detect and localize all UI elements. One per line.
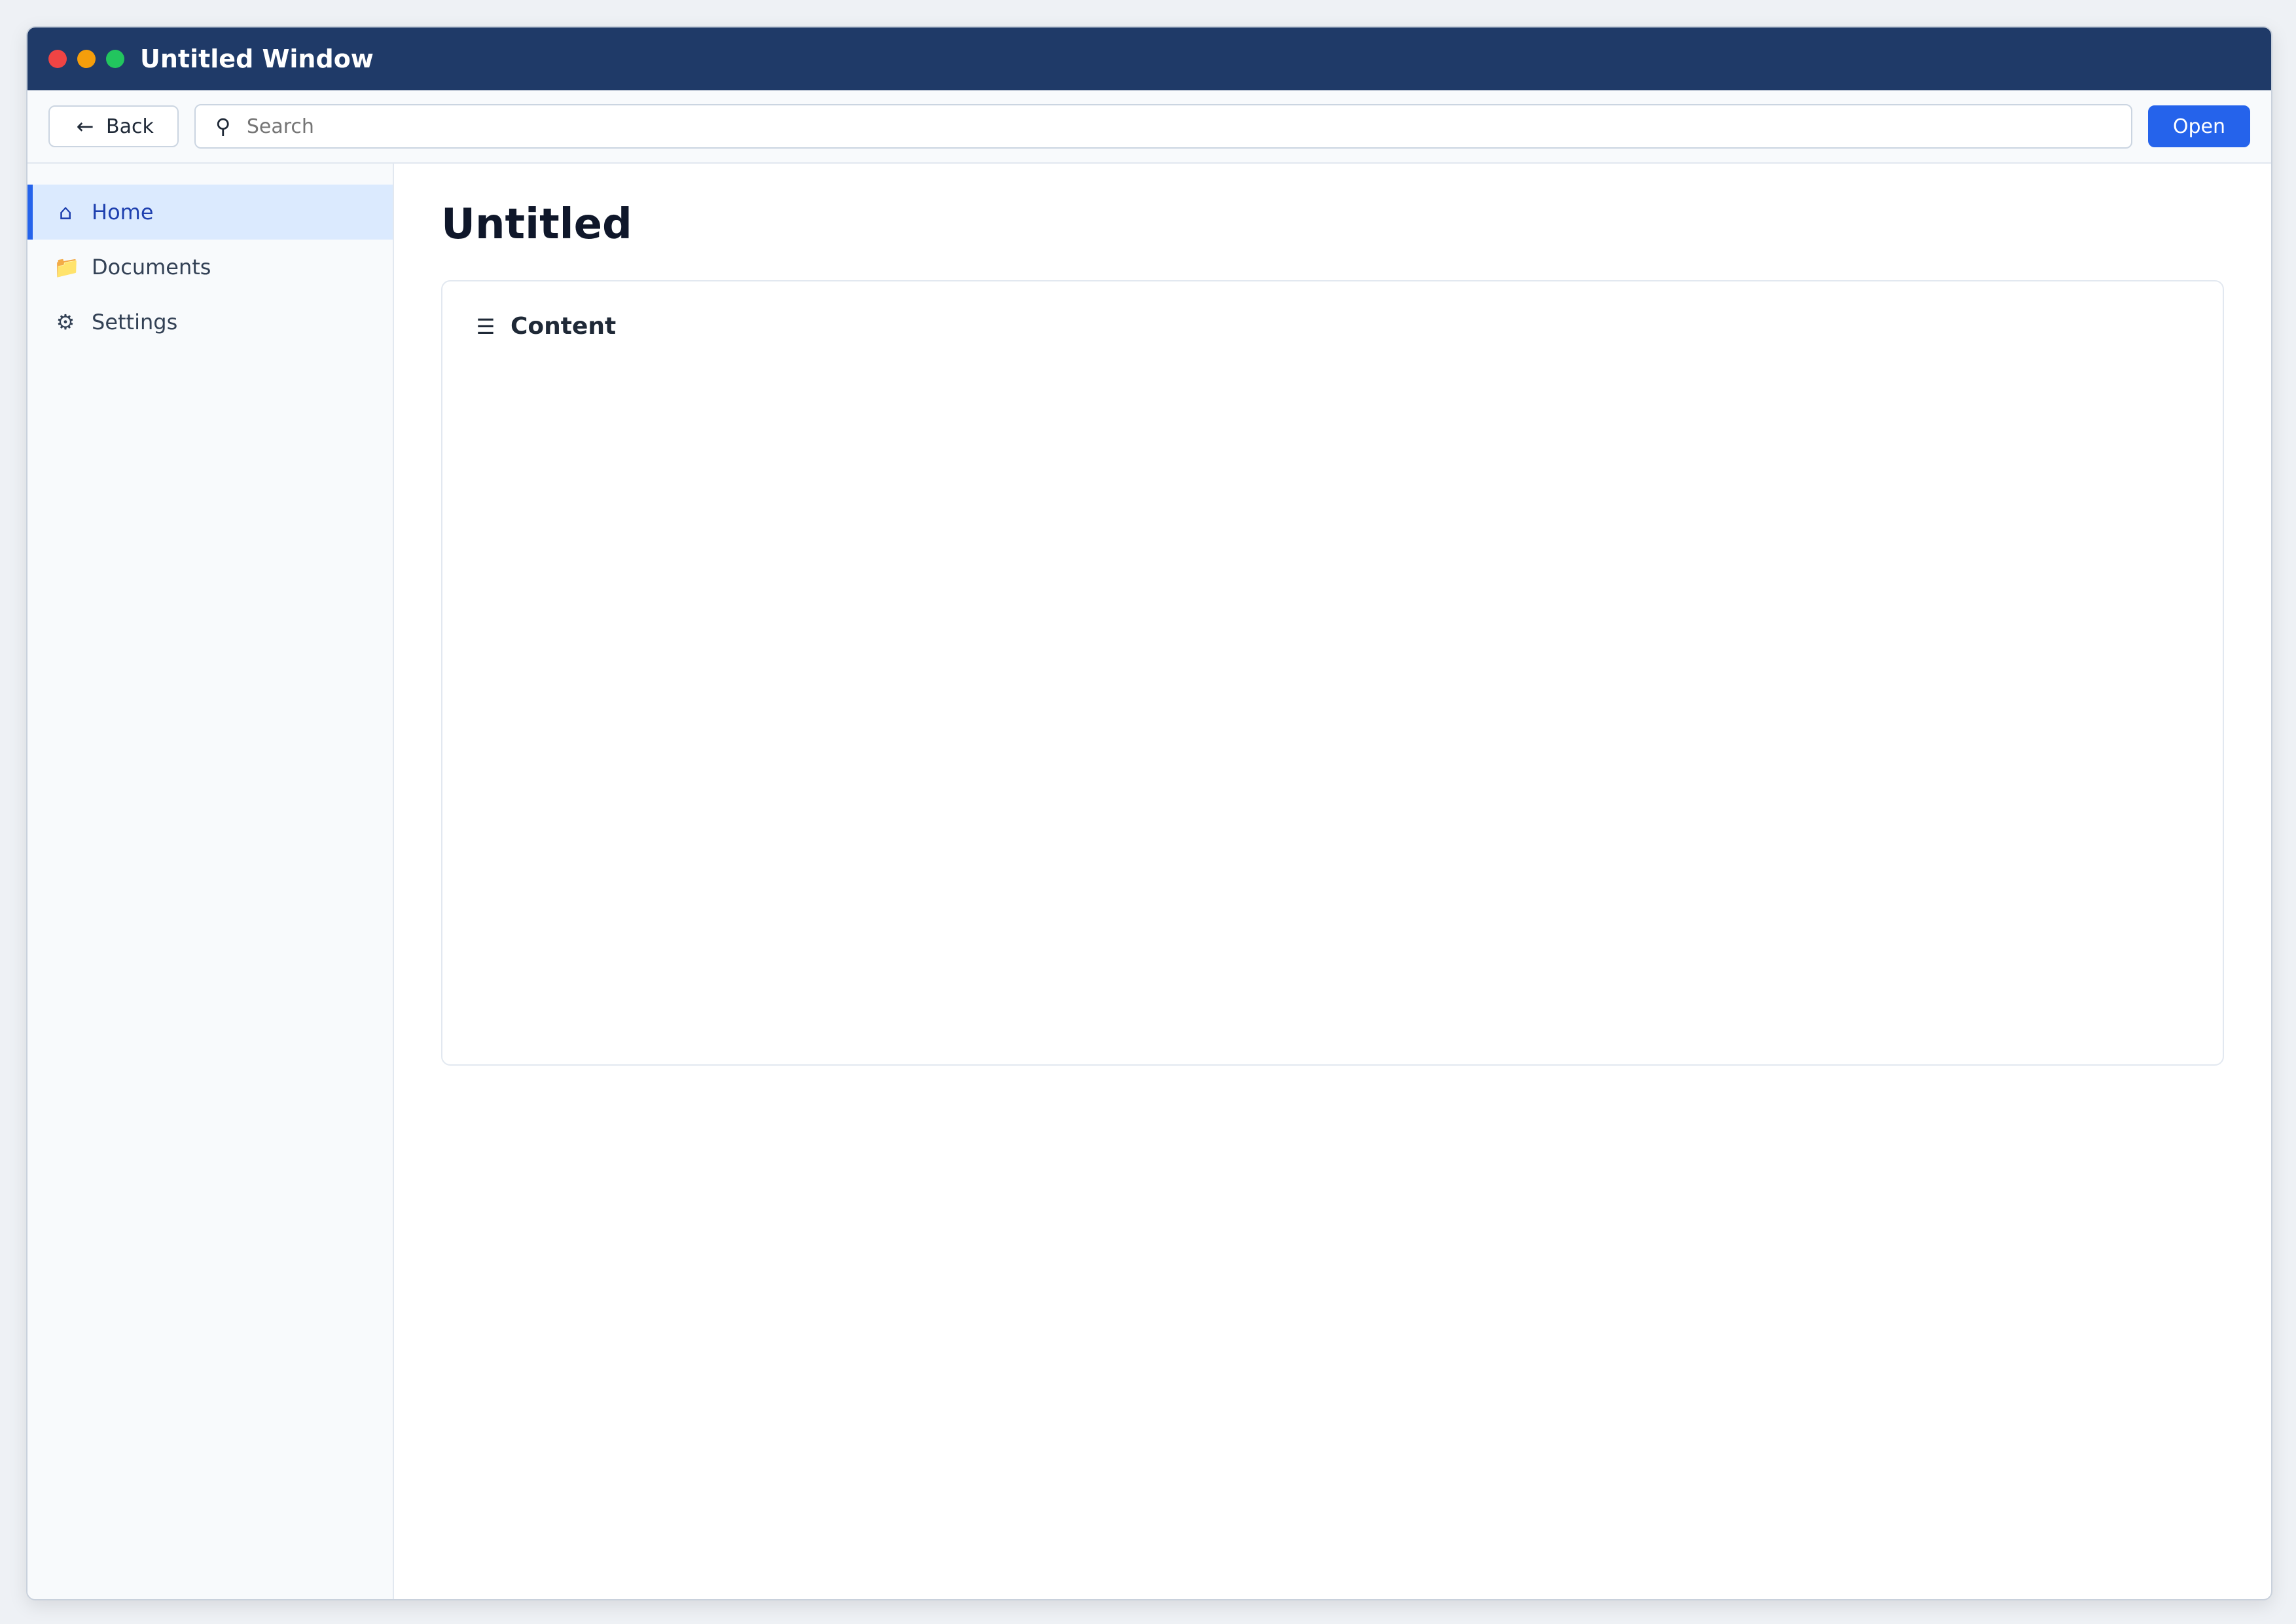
search-icon: ⚲ xyxy=(215,114,231,139)
sidebar xyxy=(27,164,394,1600)
panel-header xyxy=(474,313,2191,340)
back-button-label: Back xyxy=(106,115,154,138)
content-layout xyxy=(27,164,2271,1600)
document-icon: ☰ xyxy=(476,314,495,339)
maximize-button[interactable] xyxy=(106,50,124,68)
arrow-left-icon: ← xyxy=(76,114,94,139)
window-controls xyxy=(48,50,124,68)
sidebar-item-documents[interactable] xyxy=(27,240,393,295)
home-icon: ⌂ xyxy=(58,200,73,225)
search-box xyxy=(194,104,2132,149)
open-button-label: Open xyxy=(2172,115,2225,138)
sidebar-item-home[interactable] xyxy=(27,185,393,240)
app-window xyxy=(26,26,2272,1600)
page-title: Untitled xyxy=(441,200,632,249)
main-area xyxy=(394,164,2271,1600)
minimize-button[interactable] xyxy=(77,50,96,68)
sidebar-item-label: Documents xyxy=(92,255,211,280)
back-button[interactable] xyxy=(48,105,179,147)
sidebar-item-label: Home xyxy=(92,200,154,225)
gear-icon: ⚙ xyxy=(56,310,75,334)
search-input[interactable] xyxy=(245,115,2115,139)
sidebar-item-settings[interactable] xyxy=(27,295,393,350)
close-button[interactable] xyxy=(48,50,67,68)
title-bar xyxy=(27,27,2271,90)
folder-icon: 📁 xyxy=(54,255,80,280)
open-button[interactable] xyxy=(2148,105,2250,147)
sidebar-item-label: Settings xyxy=(92,310,178,334)
content-panel xyxy=(441,280,2224,1066)
window-title: Untitled Window xyxy=(140,45,374,73)
panel-title: Content xyxy=(511,313,617,340)
toolbar xyxy=(27,90,2271,164)
